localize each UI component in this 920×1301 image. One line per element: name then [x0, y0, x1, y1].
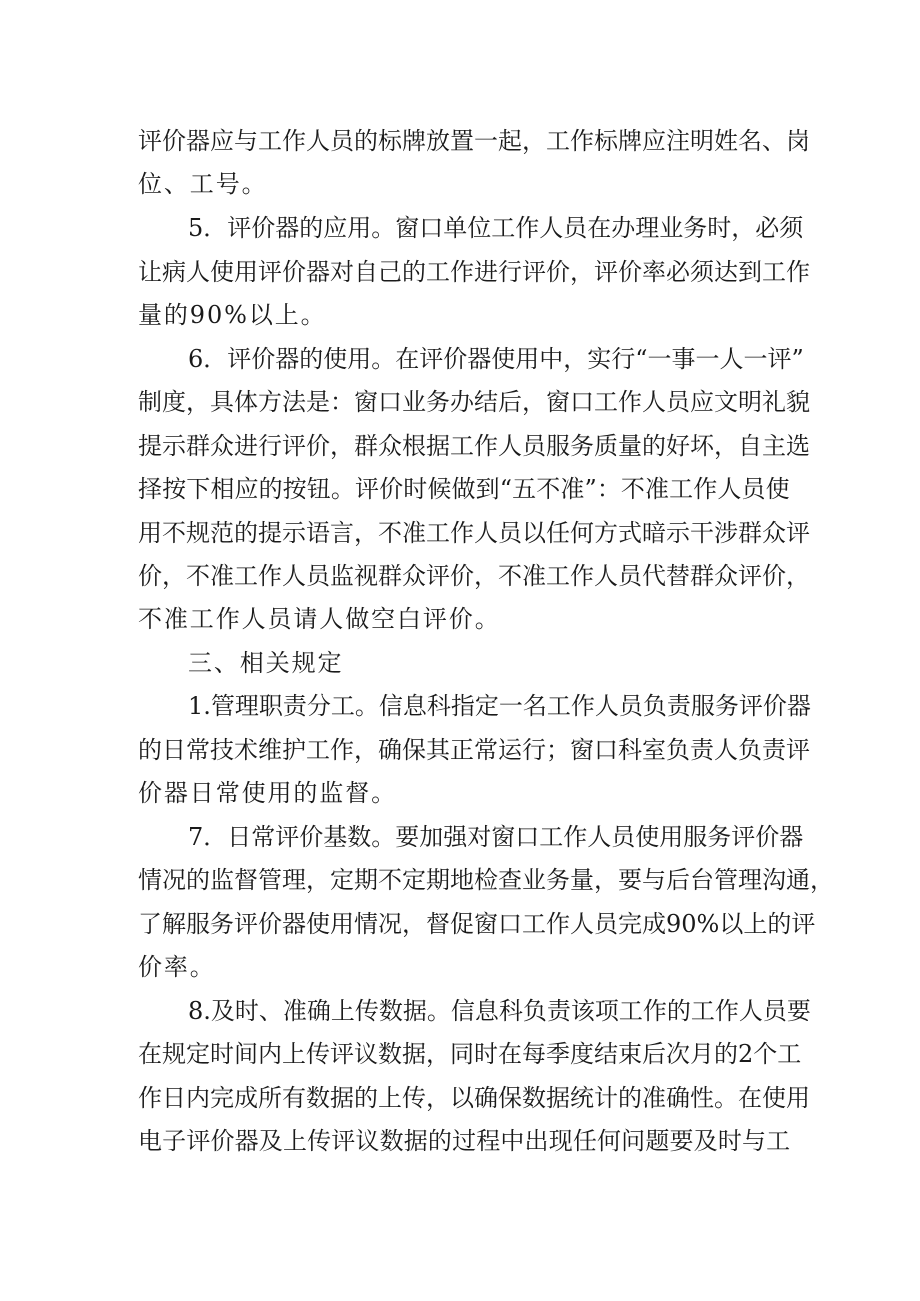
text-line: 提示群众进行评价，群众根据工作人员服务质量的好坏，自主选: [138, 432, 810, 460]
text-line: 了解服务评价器使用情况，督促窗口工作人员完成90%以上的评: [138, 910, 816, 938]
text-line: 量的90%以上。: [138, 301, 327, 329]
text-line: 价器日常使用的监督。: [138, 779, 397, 807]
text-line: 价，不准工作人员监视群众评价，不准工作人员代替群众评价，: [138, 562, 810, 590]
text-line: 用不规范的提示语言，不准工作人员以任何方式暗示干涉群众评: [138, 519, 810, 547]
text-line: 6．评价器的使用。在评价器使用中，实行“一事一人一评”: [188, 345, 804, 373]
text-line: 作日内完成所有数据的上传，以确保数据统计的准确性。在使用: [138, 1084, 810, 1112]
text-line: 位、工号。: [138, 170, 268, 198]
text-line: 电子评价器及上传评议数据的过程中出现任何问题要及时与工: [138, 1127, 791, 1155]
text-line: 制度，具体方法是：窗口业务办结后，窗口工作人员应文明礼貌: [138, 388, 810, 416]
text-line: 价率。: [138, 953, 216, 981]
section-heading: 三、相关规定: [188, 649, 344, 677]
text-line: 情况的监督管理，定期不定期地检查业务量，要与后台管理沟通，: [138, 866, 834, 894]
text-line: 择按下相应的按钮。评价时候做到“五不准”：不准工作人员使: [138, 475, 790, 503]
text-line: 不准工作人员请人做空白评价。: [138, 605, 501, 633]
text-line: 7．日常评价基数。要加强对窗口工作人员使用服务评价器: [188, 823, 804, 851]
text-line: 在规定时间内上传评议数据，同时在每季度结束后次月的2个工: [138, 1040, 802, 1068]
text-line: 8.及时、准确上传数据。信息科负责该项工作的工作人员要: [188, 997, 811, 1025]
text-line: 的日常技术维护工作，确保其正常运行；窗口科室负责人负责评: [138, 736, 810, 764]
text-line: 让病人使用评价器对自己的工作进行评价，评价率必须达到工作: [138, 258, 810, 286]
text-line: 5．评价器的应用。窗口单位工作人员在办理业务时，必须: [188, 214, 804, 242]
text-line: 评价器应与工作人员的标牌放置一起，工作标牌应注明姓名、岗: [138, 127, 810, 155]
text-line: 1.管理职责分工。信息科指定一名工作人员负责服务评价器: [188, 692, 811, 720]
